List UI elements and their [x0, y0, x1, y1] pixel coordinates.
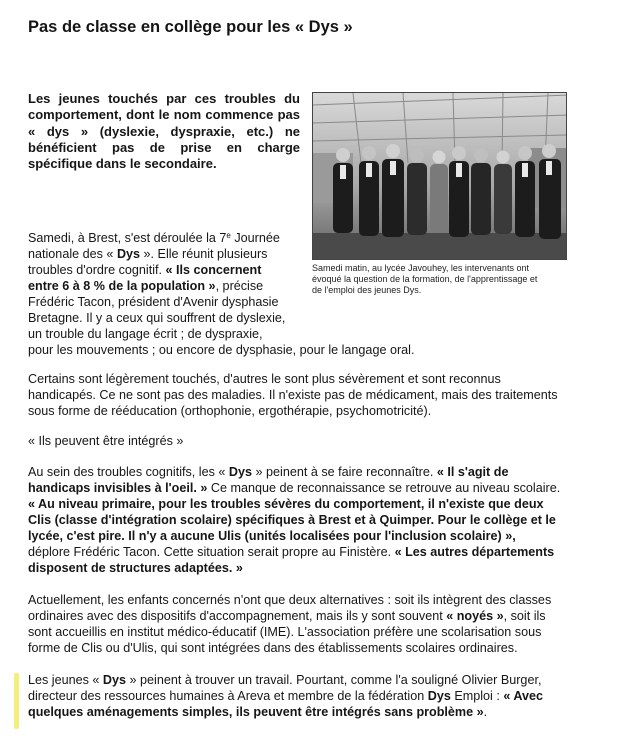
- caption-line: de l'emploi des jeunes Dys.: [312, 285, 422, 295]
- p5-line: Les jeunes « Dys » peinent à trouver un travail. Pourtant, comme l'a souligné Olivier Burger,: [28, 673, 542, 687]
- p1-line: entre 6 à 8 % de la population », précise: [28, 279, 264, 293]
- p3-line: déplore Frédéric Tacon. Cette situation serait propre au Finistère. « Les autres départements: [28, 545, 555, 559]
- p3-line: Au sein des troubles cognitifs, les « Dys » peinent à se faire reconnaître. « Il s'agit de: [28, 465, 509, 479]
- p2-line: sous forme de rééducation (orthophonie, ergothérapie, psychomotricité).: [28, 404, 432, 418]
- p4-line: sont accueillis en institut médico-éducatif (IME). L'association préfère une scolarisation sous: [28, 625, 542, 639]
- p1-line: Bretagne. Il y a ceux qui souffrent de dyslexie,: [28, 311, 286, 325]
- p2-line: handicapés. Ce ne sont pas des maladies. Il n'existe pas de médicament, mais des traitements: [28, 388, 558, 402]
- p1-line: un trouble du langage écrit ; de dyspraxie,: [28, 327, 263, 341]
- photo-caption: [312, 263, 574, 296]
- p5-line: directeur des ressources humaines à Areva et membre de la fédération Dys Emploi : « Avec: [28, 689, 544, 703]
- p4-line: Actuellement, les enfants concernés n'ont que deux alternatives : soit ils intègrent des classes: [28, 593, 552, 607]
- caption-line: Samedi matin, au lycée Javouhey, les intervenants ont: [312, 263, 529, 273]
- caption-line: évoqué la question de la formation, de l'apprentissage et: [312, 274, 538, 284]
- p1-line: pour les mouvements ; ou encore de dysphasie, pour le langage oral.: [28, 343, 415, 357]
- p4-line: ordinaires avec des dispositifs d'accompagnement, mais ils y sont souvent « noyés », soit ils: [28, 609, 546, 623]
- p3-line: disposent de structures adaptées. »: [28, 561, 243, 575]
- article-title: [28, 18, 353, 37]
- article-photo: [312, 92, 567, 260]
- p1-line: Frédéric Tacon, président d'Avenir dysphasie: [28, 295, 279, 309]
- p1-line: Samedi, à Brest, s'est déroulée la 7e Journée: [28, 231, 280, 245]
- p5-line: quelques aménagements simples, ils peuvent être intégrés sans problème ».: [28, 705, 488, 719]
- p1-line: troubles d'ordre cognitif. « Ils concernent: [28, 263, 262, 277]
- p2-line: Certains sont légèrement touchés, d'autres le sont plus sévèrement et sont reconnus: [28, 372, 501, 386]
- p1-line: nationale des « Dys ». Elle réunit plusieurs: [28, 247, 268, 261]
- article-lede: Les jeunes touchés par ces troubles du comportement, dont le nom commence pas « dys » (dyslexie, dyspraxie, etc.) ne bénéficient pas de prise en charge spécifique dans le secondaire.: [28, 91, 300, 172]
- highlighter-mark: [14, 673, 19, 729]
- p3-line: Clis (classe d'intégration scolaire) spécifiques à Brest et à Quimper. Pour le collège et le: [28, 513, 556, 527]
- title-highlight: les « Dys »: [267, 18, 353, 36]
- p3-line: « Au niveau primaire, pour les troubles sévères du comportement, il n'existe que deux: [28, 497, 544, 511]
- p3-line: lycée, c'est pire. Il n'y a aucune Ulis (unités localisées pour l'inclusion scolaire) »,: [28, 529, 516, 543]
- title-prefix: Pas de classe en collège pour: [28, 18, 263, 36]
- subheading: « Ils peuvent être intégrés »: [28, 434, 184, 448]
- p4-line: forme de Clis ou d'Ulis, qui sont intégrées dans des établissements scolaires ordinaires.: [28, 641, 518, 655]
- p3-line: handicaps invisibles à l'oeil. » Ce manque de reconnaissance se retrouve au niveau scolaire.: [28, 481, 561, 495]
